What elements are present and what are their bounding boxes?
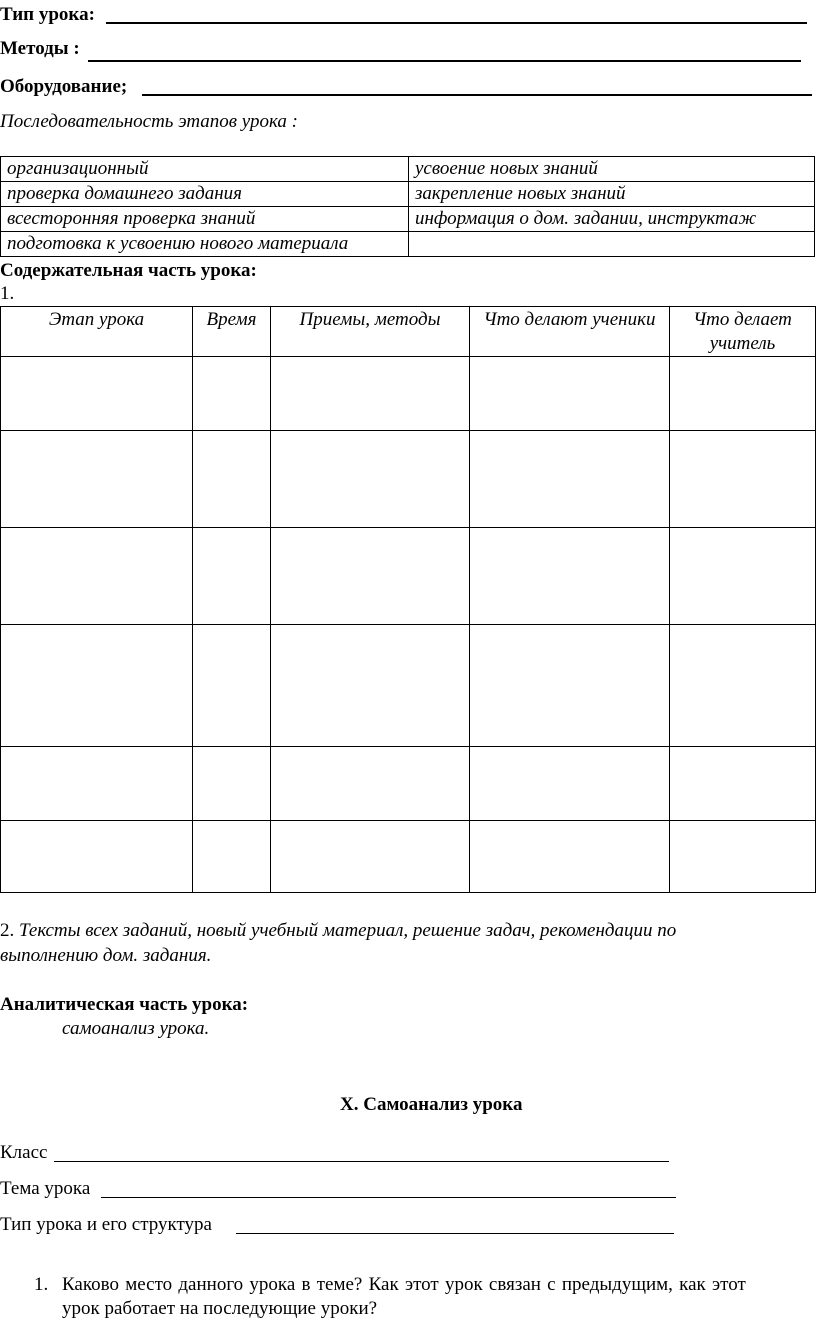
table-row — [1, 821, 816, 893]
methods-label: Методы : — [0, 38, 80, 59]
item-2-number: 2. — [0, 920, 15, 941]
methods-underline — [88, 60, 801, 62]
stages-table — [0, 156, 815, 257]
analytic-part-title: Аналитическая часть урока: — [0, 994, 249, 1015]
table-cell: всесторонняя проверка знаний — [1, 207, 409, 232]
structure-label: Тип урока и его структура — [0, 1214, 212, 1235]
table-cell: проверка домашнего задания — [1, 182, 409, 207]
lesson-type-underline — [106, 22, 807, 24]
question-1-text-continued: урок работает на последующие уроки? — [62, 1298, 378, 1319]
table-cell: подготовка к усвоению нового материала — [1, 232, 409, 257]
column-header-time: Время — [193, 307, 271, 357]
column-header-students: Что делают ученики — [470, 307, 670, 357]
table-row — [1, 528, 816, 625]
topic-underline — [101, 1197, 676, 1198]
class-label: Класс — [0, 1142, 48, 1163]
table-row — [1, 357, 816, 431]
table-row — [1, 625, 816, 747]
column-header-teacher: Что делает учитель — [670, 307, 816, 357]
question-1-text: Каково место данного урока в теме? Как этот урок связан с предыдущим, как этот — [62, 1274, 746, 1295]
self-analysis-heading: Х. Самоанализ урока — [340, 1094, 523, 1115]
sequence-label: Последовательность этапов урока : — [0, 111, 298, 132]
analytic-part-subtitle: самоанализ урока. — [62, 1018, 210, 1039]
item-1-number: 1. — [0, 283, 15, 304]
class-underline — [54, 1161, 669, 1162]
question-1-number: 1. — [34, 1274, 49, 1295]
table-cell: информация о дом. задании, инструктаж — [409, 207, 815, 232]
table-cell: закрепление новых знаний — [409, 182, 815, 207]
item-2-paragraph — [0, 920, 676, 942]
content-part-title: Содержательная часть урока: — [0, 260, 257, 281]
table-cell: усвоение новых знаний — [409, 157, 815, 182]
column-header-stage: Этап урока — [1, 307, 193, 357]
lesson-content-table — [0, 306, 816, 893]
table-row — [1, 431, 816, 528]
table-row — [1, 157, 815, 182]
column-header-methods: Приемы, методы — [271, 307, 470, 357]
structure-underline — [236, 1233, 674, 1234]
item-2-text: Тексты всех заданий, новый учебный материал, решение задач, рекомендации по — [19, 920, 677, 941]
table-row — [1, 747, 816, 821]
equipment-underline — [142, 94, 812, 96]
table-header-row — [1, 307, 816, 357]
lesson-type-label: Тип урока: — [0, 4, 95, 25]
table-row — [1, 182, 815, 207]
table-row — [1, 207, 815, 232]
table-row — [1, 232, 815, 257]
topic-label: Тема урока — [0, 1178, 91, 1199]
item-2-text-continued: выполнению дом. задания. — [0, 945, 212, 966]
equipment-label: Оборудование; — [0, 76, 128, 97]
table-cell: организационный — [1, 157, 409, 182]
table-cell — [409, 232, 815, 257]
